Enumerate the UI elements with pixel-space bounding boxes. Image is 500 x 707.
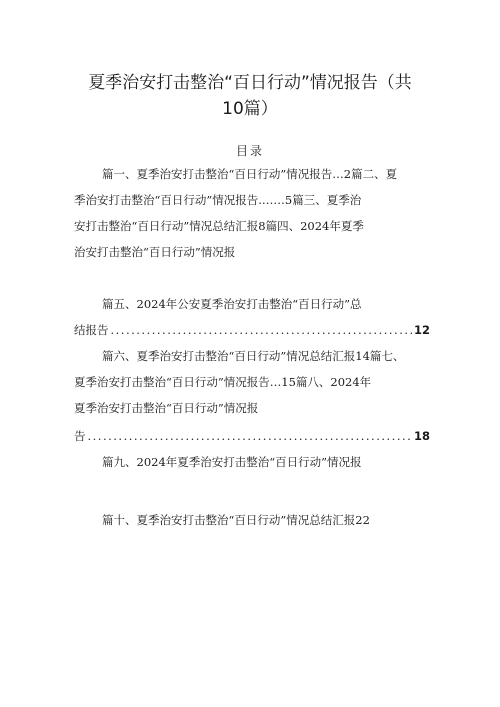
- toc-line: 夏季治安打击整治“百日行动”情况报告…15篇八、2024年: [74, 375, 372, 389]
- title-line-2: 10篇）: [222, 99, 278, 119]
- toc-line: 篇九、2024年夏季治安打击整治“百日行动”情况报: [102, 455, 362, 469]
- toc-line: 夏季治安打击整治“百日行动”情况报: [74, 401, 259, 415]
- page-number: 12: [413, 323, 430, 337]
- page-number: 18: [413, 429, 430, 443]
- toc-line: 篇六、夏季治安打击整治“百日行动”情况总结汇报14篇七、: [102, 349, 405, 363]
- toc-line: 篇十、夏季治安打击整治“百日行动”情况总结汇报22: [102, 513, 370, 527]
- toc-line: 治安打击整治“百日行动”情况报: [74, 245, 236, 259]
- toc-entry-text: 告: [74, 429, 86, 443]
- toc-heading: 目录: [235, 144, 264, 158]
- toc-entry-dotted: [74, 428, 430, 444]
- toc-line: 季治安打击整治“百日行动”情况报告.……5篇三、夏季治: [74, 193, 362, 207]
- toc-line: 篇五、2024年公安夏季治安打击整治“百日行动”总: [102, 297, 362, 311]
- dot-leader: [88, 428, 412, 444]
- title-line-1: 夏季治安打击整治“百日行动”情况报告（共: [88, 73, 412, 93]
- toc-entry-text: 结报告: [74, 323, 109, 337]
- toc-line: 篇一、夏季治安打击整治“百日行动”情况报告…2篇二、夏: [102, 167, 398, 181]
- dot-leader: [111, 322, 412, 338]
- toc-entry-dotted: [74, 322, 430, 338]
- toc-line: 安打击整治“百日行动”情况总结汇报8篇四、2024年夏季: [74, 219, 364, 233]
- document-title: [60, 70, 440, 122]
